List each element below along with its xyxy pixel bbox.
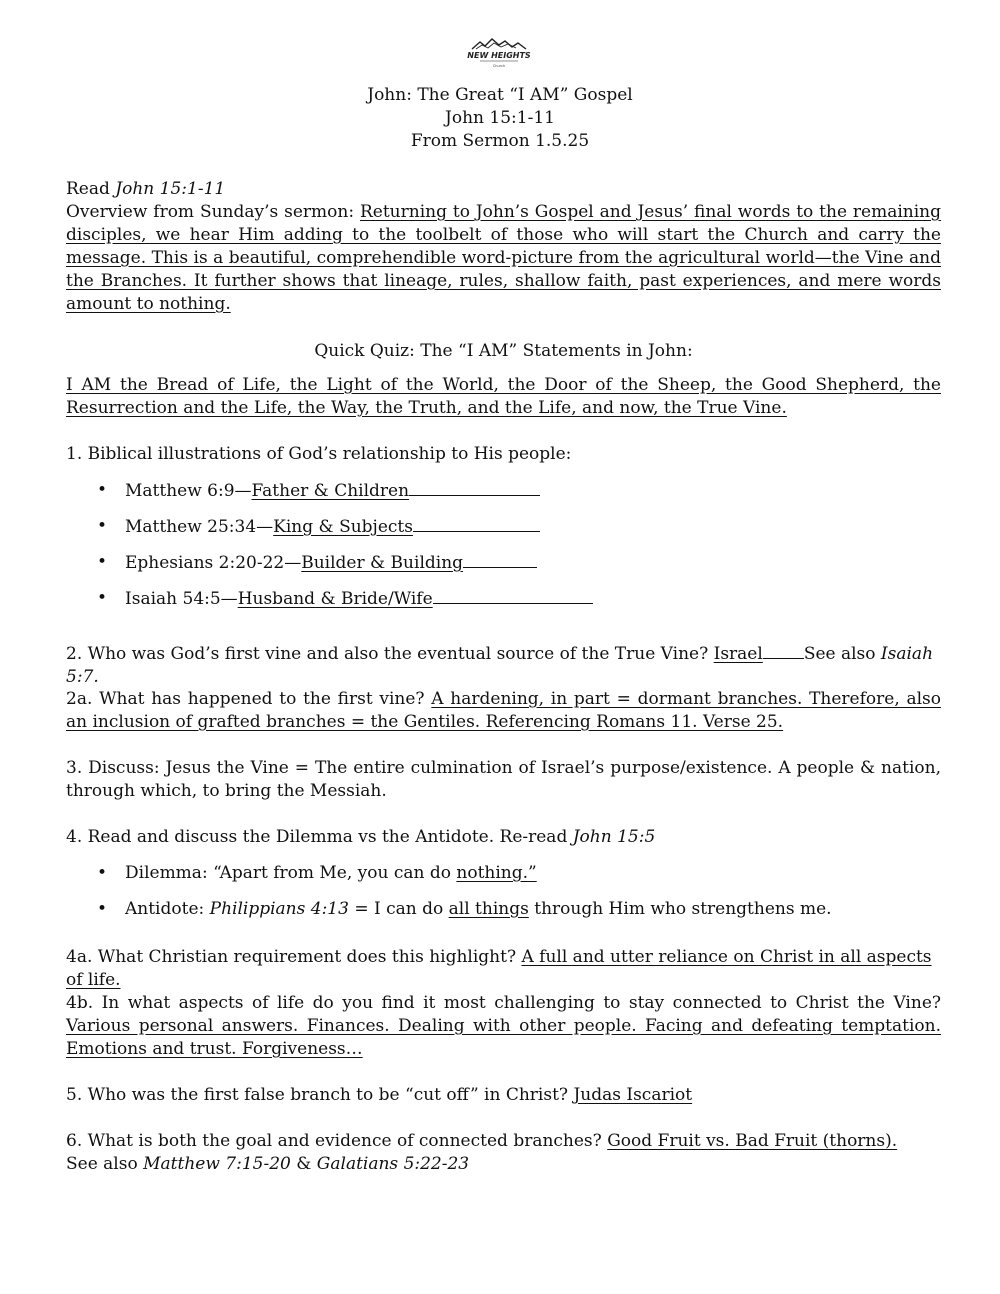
title-line-1: John: The Great “I AM” Gospel — [367, 85, 633, 105]
list-item: • Matthew 25:34—King & Subjects — [66, 515, 941, 551]
question-1: 1. Biblical illustrations of God’s relationship to His people: — [66, 444, 572, 464]
question-4b: 4b. In what aspects of life do you find it most challenging to stay connected to Christ the Vine? Various personal answers. Finances. Dealing with other people. Facing and defeating temptation. Emotions and trust. Forgiveness… — [66, 993, 941, 1059]
bullet-icon: • — [97, 480, 108, 500]
question-6: 6. What is both the goal and evidence of connected branches? Good Fruit vs. Bad Fruit (thorns). See also Matthew 7:15-20 & Galatians 5:22-23 — [66, 1131, 898, 1174]
read-line: Read John 15:1-11 — [66, 179, 226, 199]
quiz-answer: I AM the Bread of Life, the Light of the World, the Door of the Sheep, the Good Shepherd, the Resurrection and the Life, the Way, the Truth, and the Life, and now, the True Vine. — [66, 375, 941, 418]
answer-blank: Husband & Bride/Wife — [237, 589, 433, 609]
question-4: 4. Read and discuss the Dilemma vs the Antidote. Re-read John 15:5 — [66, 827, 656, 847]
bullet-icon: • — [97, 863, 108, 883]
overview-label: Overview from Sunday’s sermon: — [66, 202, 360, 222]
question-4-list — [66, 862, 941, 934]
list-item: • Ephesians 2:20-22—Builder & Building — [66, 551, 941, 587]
answer-blank: King & Subjects — [273, 517, 413, 537]
answer-blank: Builder & Building — [301, 553, 464, 573]
list-item: • Antidote: Philippians 4:13 = I can do all things through Him who strengthens me. — [97, 899, 832, 919]
overview-answer: Returning to John’s Gospel and Jesus’ final words to the remaining disciples, we hear Him adding to the toolbelt of those who will start the Church and carry the message. This is a beautiful, comprehendible word-picture from the agricultural world—the Vine and the Branches. It further shows that lineage, rules, shallow faith, past experiences, and mere words amount to nothing. — [66, 202, 942, 314]
svg-text:NEW HEIGHTS: NEW HEIGHTS — [467, 51, 531, 60]
list-item: • Matthew 6:9—Father & Children — [66, 479, 941, 515]
bullet-icon: • — [97, 552, 108, 572]
question-1-list — [66, 479, 941, 623]
bullet-icon: • — [97, 588, 108, 608]
list-item: • Dilemma: “Apart from Me, you can do nothing.” — [97, 863, 537, 883]
question-2a: 2a. What has happened to the first vine? A hardening, in part = dormant branches. Therefore, also an inclusion of grafted branches = the Gentiles. Referencing Romans 11. Verse 25. — [66, 689, 941, 732]
document-title — [0, 84, 1000, 153]
question-2: 2. Who was God’s first vine and also the eventual source of the True Vine? Israel See also Isaiah 5:7. — [66, 644, 934, 687]
read-reference: John 15:1-11 — [115, 179, 226, 199]
bullet-icon: • — [97, 516, 108, 536]
answer-blank: Father & Children — [251, 481, 410, 501]
answer-blank: A hardening, in part = dormant branches. Therefore, also an inclusion of grafted branches = the Gentiles. Referencing Romans 11. Verse 25. — [66, 689, 941, 732]
list-item: • Isaiah 54:5—Husband & Bride/Wife — [66, 587, 941, 623]
church-logo — [466, 38, 536, 70]
question-5: 5. Who was the first false branch to be “cut off” in Christ? Judas Iscariot — [66, 1085, 693, 1105]
bullet-icon: • — [97, 899, 108, 919]
answer-blank: Good Fruit vs. Bad Fruit (thorns). — [607, 1131, 898, 1151]
question-4a: 4a. What Christian requirement does this highlight? A full and utter reliance on Christ in all aspects of life. — [66, 947, 932, 990]
quiz-title: Quick Quiz: The “I AM” Statements in John: — [314, 341, 693, 361]
answer-blank: Judas Iscariot — [573, 1085, 693, 1105]
overview-paragraph — [66, 201, 941, 316]
answer-blank: nothing.” — [456, 863, 537, 883]
mountain-logo-icon — [466, 38, 536, 70]
title-line-3: From Sermon 1.5.25 — [410, 131, 590, 151]
answer-blank: all things — [448, 899, 529, 919]
answer-blank: Various personal answers. Finances. Dealing with other people. Facing and defeating temptation. Emotions and trust. Forgiveness… — [66, 1016, 941, 1059]
title-line-2: John 15:1-11 — [445, 108, 555, 128]
answer-blank: Israel — [713, 644, 763, 664]
svg-text:Church: Church — [492, 64, 506, 68]
answer-blank: A full and utter reliance on Christ in all aspects of life. — [66, 947, 932, 990]
question-3: 3. Discuss: Jesus the Vine = The entire culmination of Israel’s purpose/existence. A people & nation, through which, to bring the Messiah. — [66, 758, 941, 801]
